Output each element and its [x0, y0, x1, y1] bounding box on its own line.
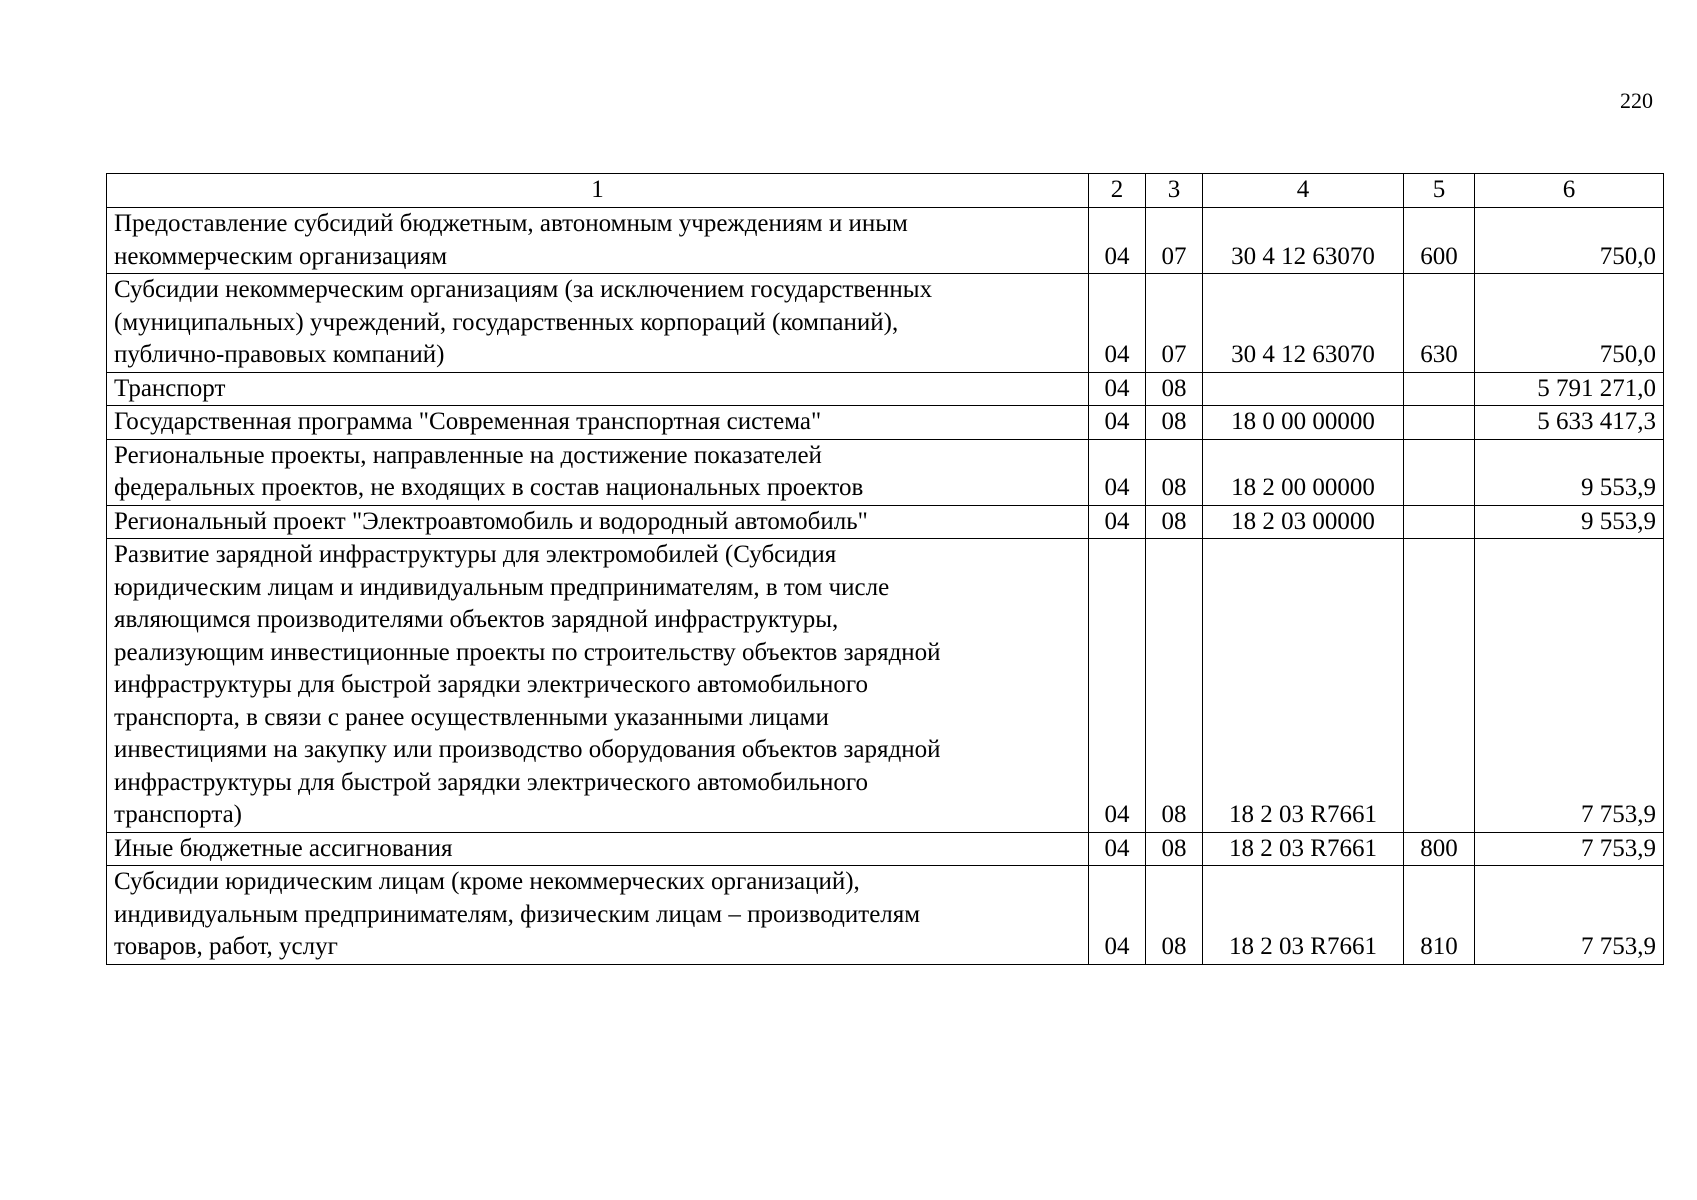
row-amount: 5 791 271,0	[1475, 372, 1664, 406]
row-amount: 7 753,9	[1475, 866, 1664, 965]
row-expense-type-code: 810	[1404, 866, 1475, 965]
row-amount: 7 753,9	[1475, 832, 1664, 866]
column-header-5: 5	[1404, 174, 1475, 208]
row-subsection-code: 08	[1146, 505, 1203, 539]
row-name: Субсидии некоммерческим организациям (за исключением государственных (муниципальных) учреждений, государственных корпораций (компаний), публично-правовых компаний)	[107, 274, 1089, 373]
row-expense-type-code	[1404, 439, 1475, 505]
table-row	[107, 832, 1664, 866]
row-amount: 7 753,9	[1475, 539, 1664, 833]
row-amount: 9 553,9	[1475, 439, 1664, 505]
row-target-item-code	[1203, 372, 1404, 406]
table-row	[107, 274, 1664, 373]
row-name: Субсидии юридическим лицам (кроме некоммерческих организаций), индивидуальным предпринимателям, физическим лицам – производителям товаров, работ, услуг	[107, 866, 1089, 965]
header-row	[107, 174, 1664, 208]
row-subsection-code: 08	[1146, 539, 1203, 833]
table-row	[107, 372, 1664, 406]
row-target-item-code: 18 2 00 00000	[1203, 439, 1404, 505]
table-row	[107, 505, 1664, 539]
row-target-item-code: 18 2 03 R7661	[1203, 832, 1404, 866]
row-subsection-code: 08	[1146, 832, 1203, 866]
row-amount: 750,0	[1475, 208, 1664, 274]
row-amount: 750,0	[1475, 274, 1664, 373]
column-header-3: 3	[1146, 174, 1203, 208]
row-expense-type-code	[1404, 505, 1475, 539]
row-amount: 5 633 417,3	[1475, 406, 1664, 440]
row-section-code: 04	[1089, 832, 1146, 866]
row-section-code: 04	[1089, 539, 1146, 833]
table-row	[107, 539, 1664, 833]
table-row	[107, 406, 1664, 440]
row-subsection-code: 07	[1146, 274, 1203, 373]
row-subsection-code: 08	[1146, 372, 1203, 406]
row-subsection-code: 08	[1146, 866, 1203, 965]
table-row	[107, 439, 1664, 505]
row-name: Развитие зарядной инфраструктуры для электромобилей (Субсидия юридическим лицам и индивидуальным предпринимателям, в том числе являющимся производителями объектов зарядной инфраструктуры, реализующим инвестиционные проекты по строительству объектов зарядной инфраструктуры для быстрой зарядки электрического автомобильного транспорта, в связи с ранее осуществленными указанными лицами инвестициями на закупку или производство оборудования объектов зарядной инфраструктуры для быстрой зарядки электрического автомобильного транспорта)	[107, 539, 1089, 833]
row-expense-type-code: 800	[1404, 832, 1475, 866]
column-header-4: 4	[1203, 174, 1404, 208]
row-name: Государственная программа "Современная транспортная система"	[107, 406, 1089, 440]
row-section-code: 04	[1089, 866, 1146, 965]
row-expense-type-code	[1404, 372, 1475, 406]
row-subsection-code: 07	[1146, 208, 1203, 274]
table-row	[107, 208, 1664, 274]
row-section-code: 04	[1089, 505, 1146, 539]
budget-table	[106, 173, 1664, 965]
row-section-code: 04	[1089, 208, 1146, 274]
row-section-code: 04	[1089, 274, 1146, 373]
row-expense-type-code: 600	[1404, 208, 1475, 274]
row-subsection-code: 08	[1146, 406, 1203, 440]
row-target-item-code: 30 4 12 63070	[1203, 274, 1404, 373]
row-subsection-code: 08	[1146, 439, 1203, 505]
row-section-code: 04	[1089, 406, 1146, 440]
row-target-item-code: 18 2 03 R7661	[1203, 866, 1404, 965]
table-row	[107, 866, 1664, 965]
row-section-code: 04	[1089, 372, 1146, 406]
row-name: Иные бюджетные ассигнования	[107, 832, 1089, 866]
row-name: Транспорт	[107, 372, 1089, 406]
row-expense-type-code: 630	[1404, 274, 1475, 373]
column-header-2: 2	[1089, 174, 1146, 208]
row-name: Региональные проекты, направленные на достижение показателей федеральных проектов, не входящих в состав национальных проектов	[107, 439, 1089, 505]
column-header-6: 6	[1475, 174, 1664, 208]
row-target-item-code: 18 0 00 00000	[1203, 406, 1404, 440]
row-target-item-code: 18 2 03 00000	[1203, 505, 1404, 539]
row-target-item-code: 30 4 12 63070	[1203, 208, 1404, 274]
column-header-1: 1	[107, 174, 1089, 208]
row-expense-type-code	[1404, 539, 1475, 833]
page-number: 220	[1620, 88, 1653, 113]
row-amount: 9 553,9	[1475, 505, 1664, 539]
row-expense-type-code	[1404, 406, 1475, 440]
row-name: Региональный проект "Электроавтомобиль и водородный автомобиль"	[107, 505, 1089, 539]
row-section-code: 04	[1089, 439, 1146, 505]
row-name: Предоставление субсидий бюджетным, автономным учреждениям и иным некоммерческим организациям	[107, 208, 1089, 274]
row-target-item-code: 18 2 03 R7661	[1203, 539, 1404, 833]
